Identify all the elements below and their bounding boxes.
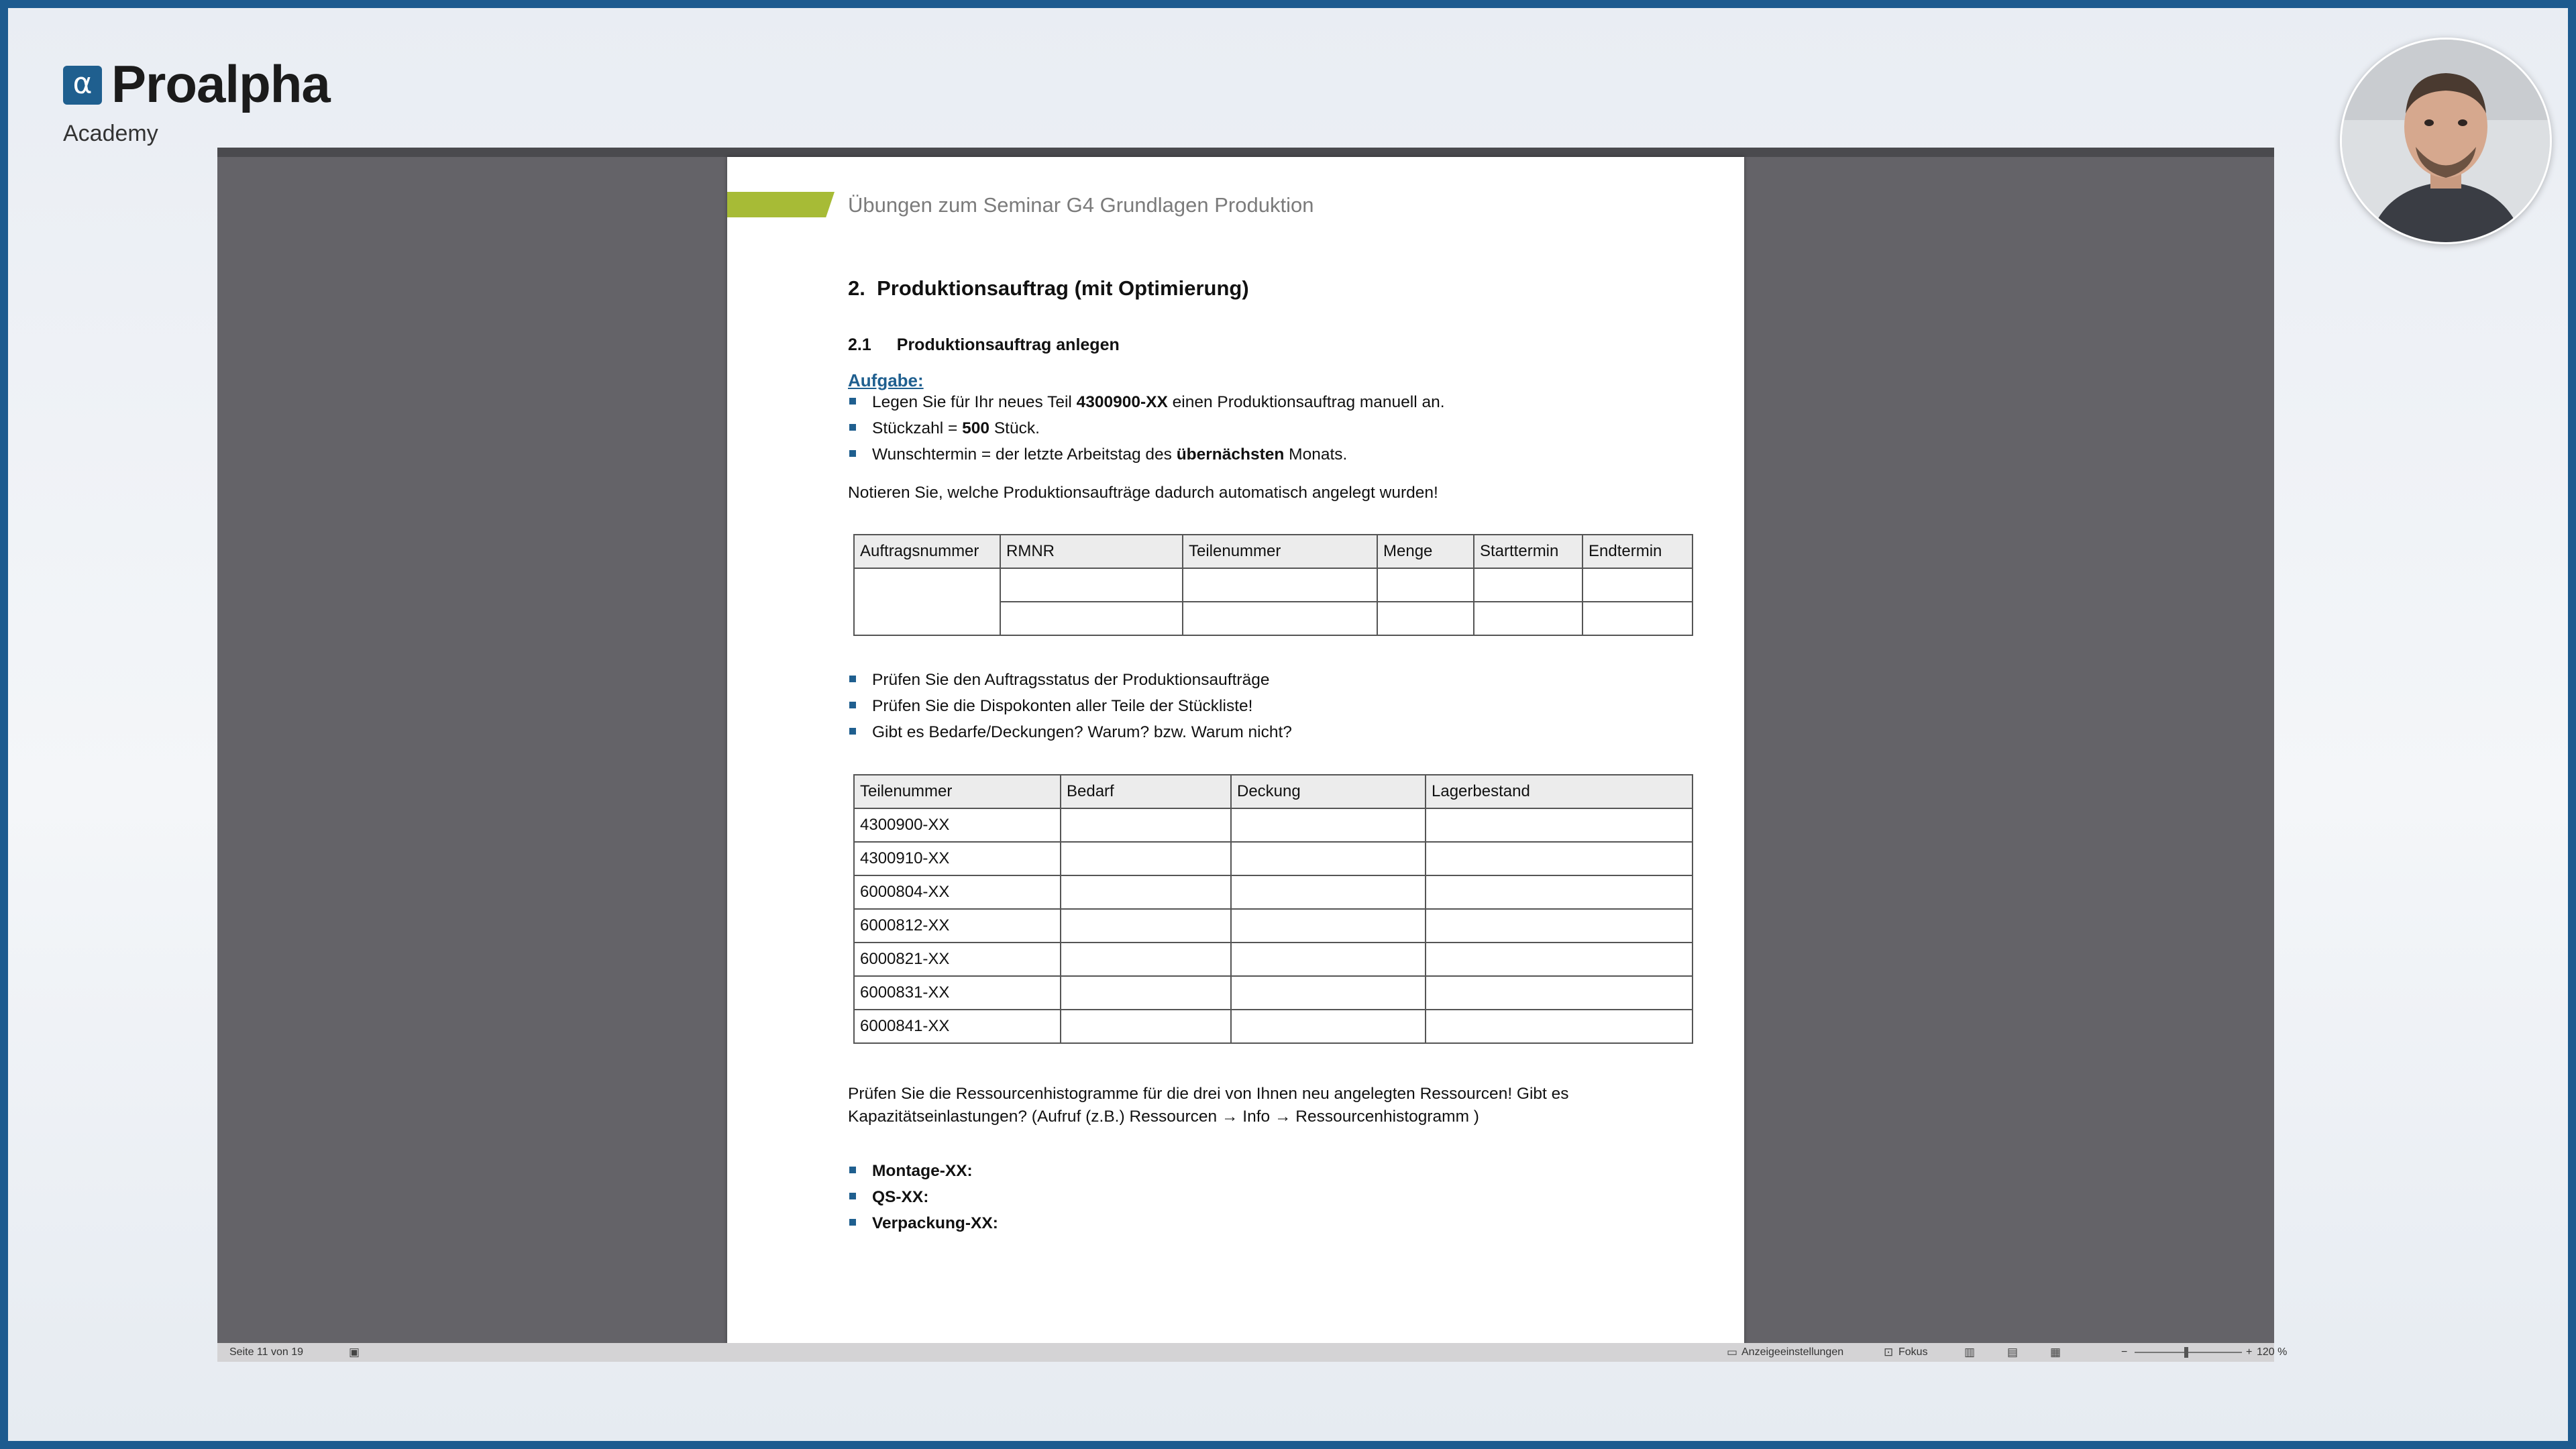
table-row: [854, 943, 1693, 976]
table-row: [854, 909, 1693, 943]
bullet-square-icon: [849, 1219, 856, 1226]
brand-name: Proalpha: [111, 54, 330, 113]
parts-table: [853, 774, 1693, 1044]
status-bar: [217, 1343, 2288, 1362]
list-item: QS-XX:: [848, 1184, 998, 1210]
presenter-icon: [2342, 40, 2550, 242]
table-header-cell: Endtermin: [1582, 535, 1693, 568]
table-cell[interactable]: [1061, 976, 1231, 1010]
table-row: [854, 875, 1693, 909]
heading-2: [848, 335, 1120, 355]
bullet-square-icon: [849, 728, 856, 735]
table-cell[interactable]: [1474, 568, 1582, 602]
table-row: [854, 976, 1693, 1010]
note-text: Notieren Sie, welche Produktionsaufträge dadurch automatisch angelegt wurden!: [848, 484, 1438, 502]
zoom-slider-track[interactable]: [2135, 1352, 2242, 1353]
table-header-cell: Teilenummer: [854, 775, 1061, 808]
table-cell[interactable]: [1377, 568, 1474, 602]
table-cell[interactable]: [1426, 808, 1693, 842]
focus-button[interactable]: Fokus: [1898, 1346, 1928, 1358]
table-header-cell: Lagerbestand: [1426, 775, 1693, 808]
table-header-row: [854, 775, 1693, 808]
print-layout-icon[interactable]: ▤: [2007, 1346, 2019, 1358]
table-cell[interactable]: [1426, 875, 1693, 909]
table-cell[interactable]: [1377, 602, 1474, 635]
table-row: [854, 1010, 1693, 1043]
presentation-frame: [8, 8, 2568, 1441]
page-counter[interactable]: Seite 11 von 19: [229, 1346, 304, 1358]
display-settings-button[interactable]: Anzeigeeinstellungen: [1741, 1346, 1844, 1358]
list-item: Legen Sie für Ihr neues Teil 4300900-XX einen Produktionsauftrag manuell an.: [848, 389, 1445, 415]
part-number-cell: 4300900-XX: [854, 808, 1061, 842]
heading-2-number: 2.1: [848, 335, 871, 354]
bullet-square-icon: [849, 398, 856, 405]
table-cell[interactable]: [1231, 875, 1426, 909]
table-row: [854, 808, 1693, 842]
table-cell[interactable]: [1000, 568, 1183, 602]
table-cell[interactable]: [1582, 602, 1693, 635]
table-header-cell: Teilenummer: [1183, 535, 1377, 568]
table-cell[interactable]: [1000, 602, 1183, 635]
table-cell[interactable]: [1231, 842, 1426, 875]
zoom-level[interactable]: 120 %: [2257, 1346, 2288, 1358]
bullet-square-icon: [849, 702, 856, 708]
table-cell[interactable]: [1582, 568, 1693, 602]
list-item: Prüfen Sie den Auftragsstatus der Produktionsaufträge: [848, 667, 1292, 693]
part-number-cell: 6000831-XX: [854, 976, 1061, 1010]
table-cell[interactable]: [1183, 568, 1377, 602]
table-cell[interactable]: [1061, 909, 1231, 943]
list-item: Montage-XX:: [848, 1158, 998, 1184]
table-header-cell: Starttermin: [1474, 535, 1582, 568]
table-header-cell: RMNR: [1000, 535, 1183, 568]
proalpha-logo-icon: α: [63, 66, 102, 105]
table-cell[interactable]: [1061, 842, 1231, 875]
table-header-cell: Bedarf: [1061, 775, 1231, 808]
focus-icon[interactable]: ⊡: [1884, 1346, 1894, 1358]
table-cell[interactable]: [1426, 842, 1693, 875]
heading-1: [848, 276, 1249, 301]
table-cell[interactable]: [1231, 909, 1426, 943]
list-item: Verpackung-XX:: [848, 1210, 998, 1236]
table-cell[interactable]: [1474, 602, 1582, 635]
web-layout-icon[interactable]: ▦: [2050, 1346, 2061, 1358]
brand-subtitle: Academy: [63, 121, 158, 146]
zoom-in-button[interactable]: +: [2246, 1346, 2253, 1358]
list-item: Wunschtermin = der letzte Arbeitstag des übernächsten Monats.: [848, 441, 1445, 468]
viewer-top-border: [217, 148, 2274, 157]
table-cell[interactable]: [1061, 1010, 1231, 1043]
table-cell[interactable]: [1231, 976, 1426, 1010]
document-page[interactable]: [727, 157, 1744, 1346]
heading-1-number: 2.: [848, 276, 865, 300]
check-bullet-list: [848, 667, 1292, 745]
part-number-cell: 6000821-XX: [854, 943, 1061, 976]
header-accent-bar: [727, 192, 835, 217]
display-settings-icon[interactable]: ▭: [1727, 1346, 1738, 1358]
presenter-webcam: [2340, 38, 2552, 244]
list-item: Prüfen Sie die Dispokonten aller Teile der Stückliste!: [848, 693, 1292, 719]
bullet-square-icon: [849, 424, 856, 431]
part-number-cell: 6000812-XX: [854, 909, 1061, 943]
table-cell[interactable]: [1426, 976, 1693, 1010]
task-label: Aufgabe:: [848, 370, 924, 390]
table-row: [854, 568, 1693, 602]
table-row: [854, 842, 1693, 875]
orders-table: [853, 534, 1693, 636]
zoom-out-button[interactable]: −: [2121, 1346, 2128, 1358]
part-number-cell: 6000804-XX: [854, 875, 1061, 909]
task-bullet-list: [848, 389, 1445, 468]
read-mode-icon[interactable]: ▥: [1964, 1346, 1976, 1358]
document-viewer[interactable]: [217, 148, 2288, 1362]
table-header-row: [854, 535, 1693, 568]
table-cell[interactable]: [1061, 875, 1231, 909]
table-cell[interactable]: [1183, 602, 1377, 635]
list-item: Gibt es Bedarfe/Deckungen? Warum? bzw. Warum nicht?: [848, 719, 1292, 745]
heading-2-text: Produktionsauftrag anlegen: [896, 335, 1120, 354]
table-cell[interactable]: [1426, 1010, 1693, 1043]
histogram-instruction-line-2: Kapazitätseinlastungen? (Aufruf (z.B.) Ressourcen → Info → Ressourcenhistogramm ): [848, 1108, 1479, 1126]
resource-bullet-list: [848, 1158, 998, 1236]
table-cell[interactable]: [1061, 943, 1231, 976]
table-cell[interactable]: [1426, 909, 1693, 943]
list-item: Stückzahl = 500 Stück.: [848, 415, 1445, 441]
table-header-cell: Menge: [1377, 535, 1474, 568]
bullet-square-icon: [849, 450, 856, 457]
table-cell[interactable]: [1231, 943, 1426, 976]
zoom-slider-thumb[interactable]: [2184, 1347, 2188, 1358]
part-number-cell: 6000841-XX: [854, 1010, 1061, 1043]
part-number-cell: 4300910-XX: [854, 842, 1061, 875]
bullet-square-icon: [849, 1167, 856, 1173]
page-header: Übungen zum Seminar G4 Grundlagen Produktion: [848, 193, 1314, 217]
table-cell[interactable]: [1231, 1010, 1426, 1043]
heading-1-text: Produktionsauftrag (mit Optimierung): [877, 276, 1249, 300]
table-cell[interactable]: [1231, 808, 1426, 842]
proofing-icon[interactable]: ▣: [349, 1346, 360, 1358]
histogram-instruction-line-1: Prüfen Sie die Ressourcenhistogramme für die drei von Ihnen neu angelegten Ressourcen! Gibt es: [848, 1085, 1569, 1103]
bullet-square-icon: [849, 676, 856, 682]
table-header-cell: Auftragsnummer: [854, 535, 1000, 568]
table-cell[interactable]: [1061, 808, 1231, 842]
table-cell[interactable]: [1426, 943, 1693, 976]
bullet-square-icon: [849, 1193, 856, 1199]
order-number-cell[interactable]: [854, 568, 1000, 635]
table-header-cell: Deckung: [1231, 775, 1426, 808]
